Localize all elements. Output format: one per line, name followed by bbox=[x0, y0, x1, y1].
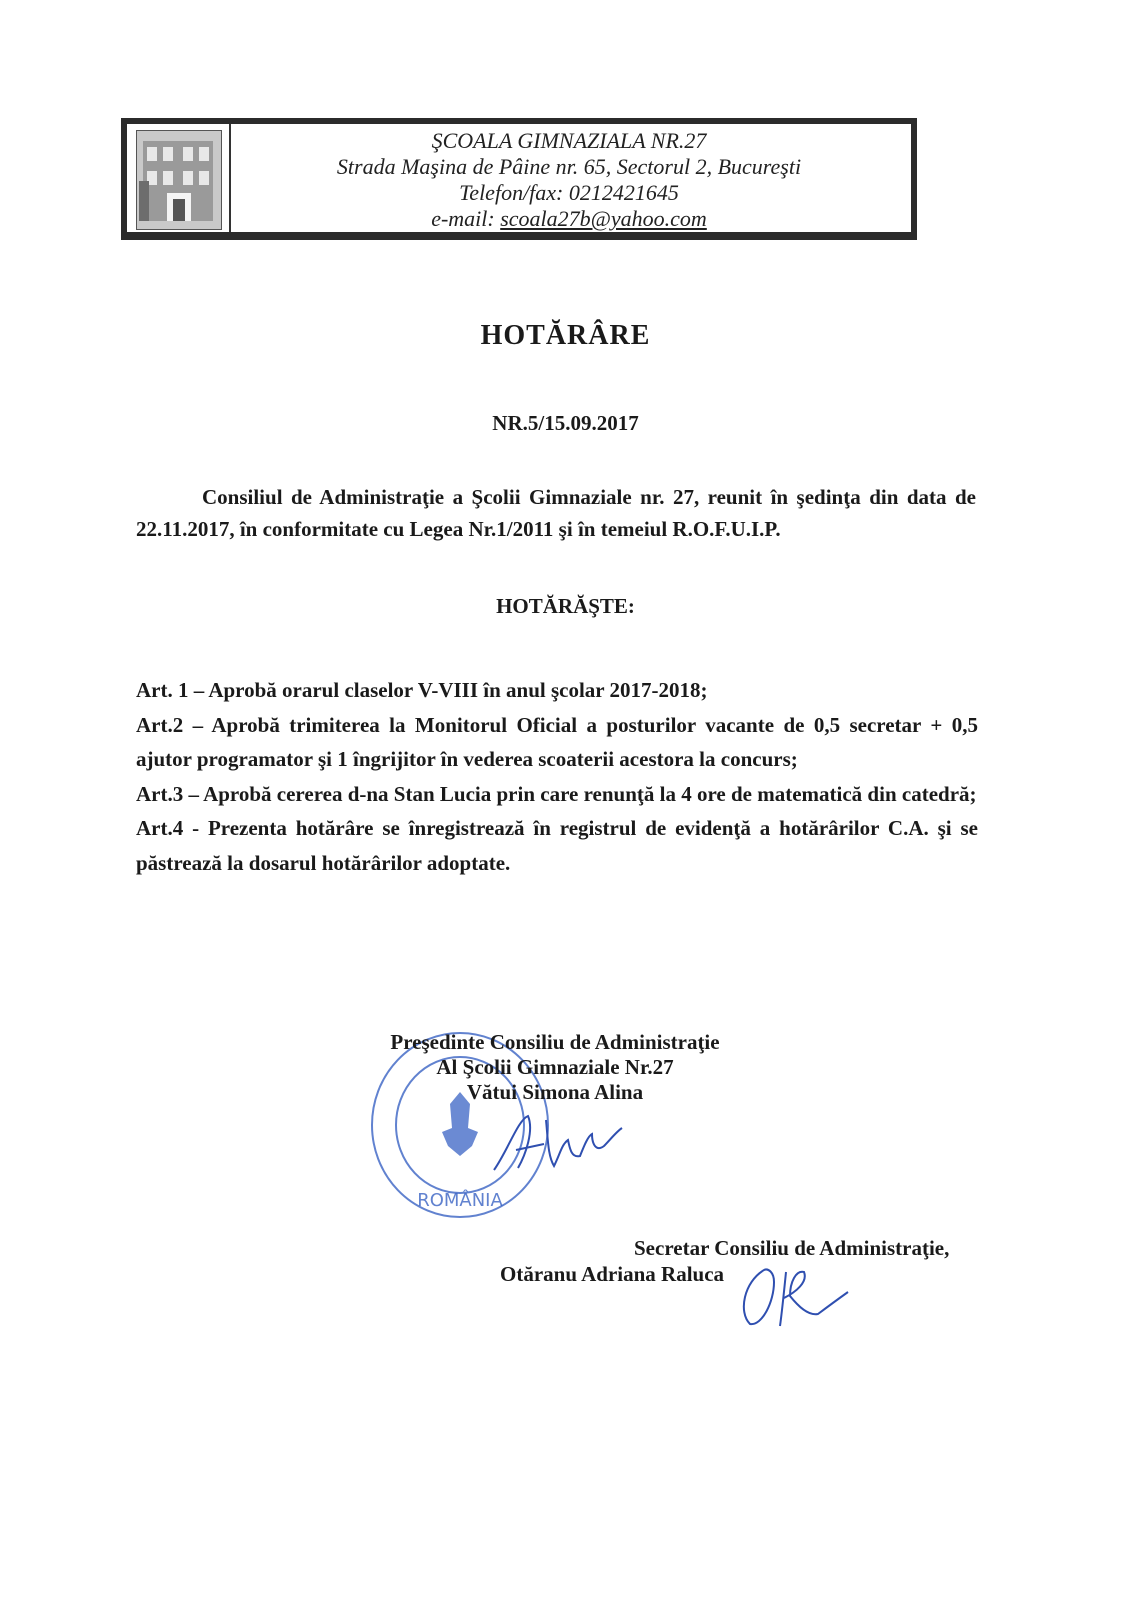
articles-list bbox=[136, 673, 978, 880]
secretary-role: Secretar Consiliu de Administraţie, bbox=[634, 1236, 950, 1260]
letterhead-text bbox=[233, 128, 905, 232]
intro-paragraph bbox=[136, 481, 976, 545]
president-signature-block bbox=[340, 1030, 770, 1105]
president-org: Al Şcolii Gimnaziale Nr.27 bbox=[436, 1055, 674, 1079]
decides-heading: HOTĂRĂŞTE: bbox=[496, 594, 635, 618]
document-number: NR.5/15.09.2017 bbox=[492, 411, 639, 435]
header-divider bbox=[229, 124, 231, 232]
school-name: ŞCOALA GIMNAZIALA NR.27 bbox=[431, 128, 707, 153]
school-address: Strada Maşina de Pâine nr. 65, Sectorul 2, Bucureşti bbox=[336, 154, 802, 179]
article-1: Art. 1 – Aprobă orarul claselor V-VIII în anul şcolar 2017-2018; bbox=[136, 678, 708, 702]
article-4: Art.4 - Prezenta hotărâre se înregistrează în registrul de evidenţă a hotărârilor C.A. şi se păstrează la dosarul hotărârilor adoptate. bbox=[136, 816, 978, 875]
article-3: Art.3 – Aprobă cererea d-na Stan Lucia prin care renunţă la 4 ore de matematică din catedră; bbox=[136, 781, 977, 806]
secretary-signature bbox=[734, 1262, 852, 1332]
intro-text: Consiliul de Administraţie a Şcolii Gimnaziale nr. 27, reunit în şedinţa din data de 22.11.2017, în conformitate cu Legea Nr.1/2011 şi în temeiul R.O.F.U.I.P. bbox=[136, 485, 976, 541]
email-link[interactable]: scoala27b@yahoo.com bbox=[500, 206, 707, 231]
school-phone bbox=[233, 180, 905, 206]
phone-number: 0212421645 bbox=[568, 180, 679, 205]
president-role: Preşedinte Consiliu de Administraţie bbox=[390, 1030, 720, 1054]
email-label: e-mail: bbox=[431, 206, 501, 231]
president-signature bbox=[488, 1110, 628, 1176]
secretary-name: Otăranu Adriana Raluca bbox=[500, 1262, 725, 1286]
document-title: HOTĂRÂRE bbox=[480, 320, 651, 351]
phone-label: Telefon/fax: bbox=[459, 180, 569, 205]
article-2: Art.2 – Aprobă trimiterea la Monitorul Oficial a posturilor vacante de 0,5 secretar + 0,5 ajutor programator şi 1 îngrijitor în vederea scoaterii acestora la concurs; bbox=[136, 712, 978, 771]
president-name: Vătui Simona Alina bbox=[466, 1080, 644, 1104]
stamp-bottom-text: ROMÂNIA bbox=[417, 1190, 503, 1211]
school-letterhead bbox=[121, 118, 917, 240]
school-email bbox=[233, 206, 905, 232]
school-building-photo bbox=[136, 130, 222, 230]
